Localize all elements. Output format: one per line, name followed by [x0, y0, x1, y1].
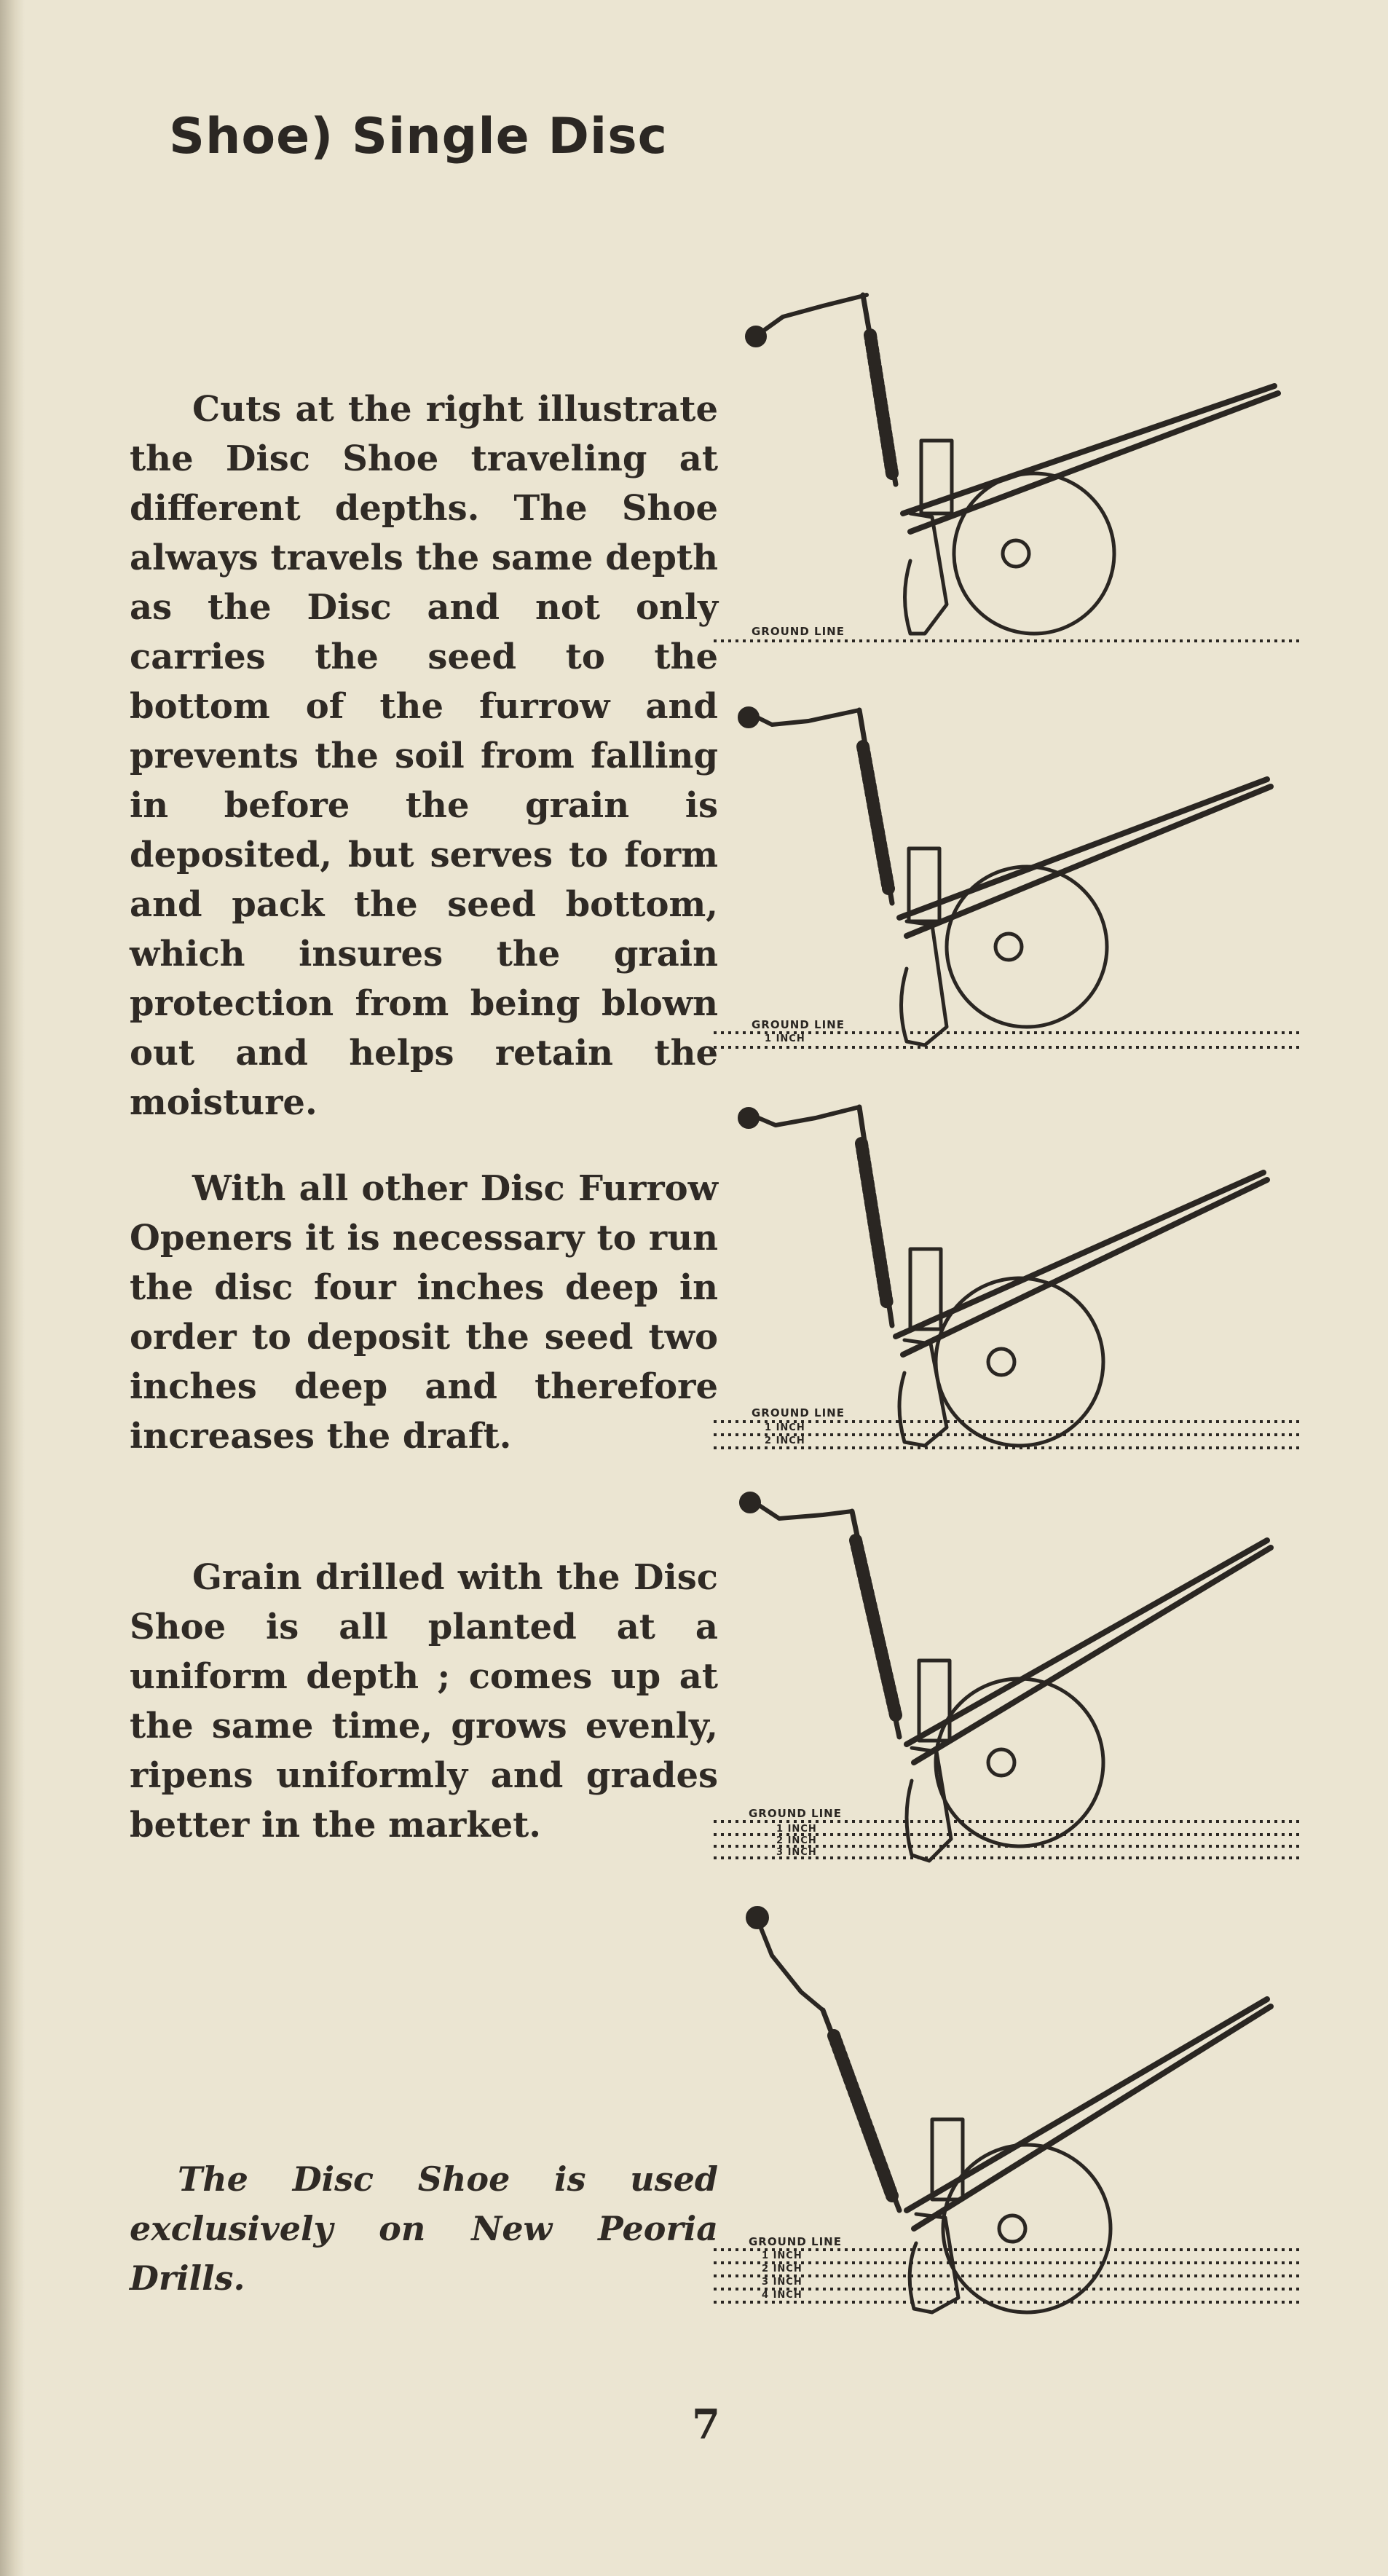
depth-label-1: 1 INCH [776, 1824, 817, 1835]
disc-shoe-illustration-depth-4 [714, 1890, 1311, 2327]
ground-line-label: GROUND LINE [749, 1807, 842, 1820]
drag-bar [903, 386, 1278, 532]
drag-bar [896, 1173, 1267, 1355]
ground-line-label: GROUND LINE [752, 1406, 845, 1419]
crank-handle [757, 1919, 823, 2010]
page-binding-shadow [0, 0, 25, 2576]
shoe [902, 921, 947, 1045]
crank-handle [757, 295, 867, 335]
depth-label-2: 2 INCH [762, 2264, 803, 2274]
crank-knob [741, 1494, 759, 1511]
ground-line-label: GROUND LINE [752, 625, 845, 638]
crank-knob [747, 328, 765, 345]
depth-label-3: 3 INCH [776, 1847, 817, 1858]
hub [988, 1349, 1014, 1375]
drag-bar [907, 1540, 1271, 1762]
depth-label-3: 3 INCH [762, 2277, 803, 2288]
spring-coil [870, 335, 892, 473]
depth-label-2: 2 INCH [776, 1835, 817, 1846]
disc-shoe-illustration-depth-1 [714, 677, 1311, 1063]
disc-shoe-illustration-depth-0 [714, 255, 1311, 692]
disc-shoe-illustration-depth-3 [714, 1475, 1311, 1883]
depth-label-1: 1 INCH [765, 1033, 805, 1044]
crank-handle [750, 1107, 859, 1125]
page-number: 7 [692, 2400, 720, 2449]
paragraph-disc-shoe-depths: Cuts at the right illustrate the Disc Shoe traveling at different depths. The Shoe always travels the same depth as the Disc and not only carries the seed to the bottom of the furrow and prevents the soil from falling in before the grain is deposited, but serves to form and pack the seed bottom, which insures the grain protection from being blown out and helps retain the moisture. [130, 389, 718, 1123]
spring-coil [834, 2036, 892, 2196]
depth-label-4: 4 INCH [762, 2290, 803, 2301]
disc [947, 867, 1107, 1027]
hub [999, 2215, 1025, 2242]
crank-handle [752, 1500, 852, 1519]
disc-shoe-illustration-depth-2 [714, 1085, 1311, 1478]
disc [954, 473, 1114, 634]
paragraph-other-openers: With all other Disc Furrow Openers it is necessary to run the disc four inches deep in order to deposit the seed two inches deep and therefore increases the draft. [130, 1168, 718, 1457]
ground-line-label: GROUND LINE [752, 1018, 845, 1031]
crank-knob [740, 1109, 757, 1127]
hub [988, 1749, 1014, 1776]
exclusive-note: The Disc Shoe is used exclusively on New Peoria Drills. [130, 2159, 718, 2298]
crank-knob [740, 709, 757, 726]
page-heading: Shoe) Single Disc [169, 108, 668, 165]
spring-coil [863, 747, 888, 889]
depth-label-1: 1 INCH [762, 2250, 803, 2261]
depth-label-1: 1 INCH [765, 1422, 805, 1433]
ground-line-label: GROUND LINE [749, 2235, 842, 2248]
depth-label-2: 2 INCH [765, 1435, 805, 1446]
hub [995, 934, 1022, 960]
spring-coil [861, 1143, 887, 1304]
paragraph-uniform-depth: Grain drilled with the Disc Shoe is all planted at a uniform depth ; comes up at the same time, grows evenly, ripens uniformly and grades better in the market. [130, 1557, 718, 1846]
crank-handle [750, 710, 859, 725]
spring-coil [856, 1540, 896, 1715]
crank-knob [748, 1908, 767, 1927]
hub [1003, 540, 1029, 567]
